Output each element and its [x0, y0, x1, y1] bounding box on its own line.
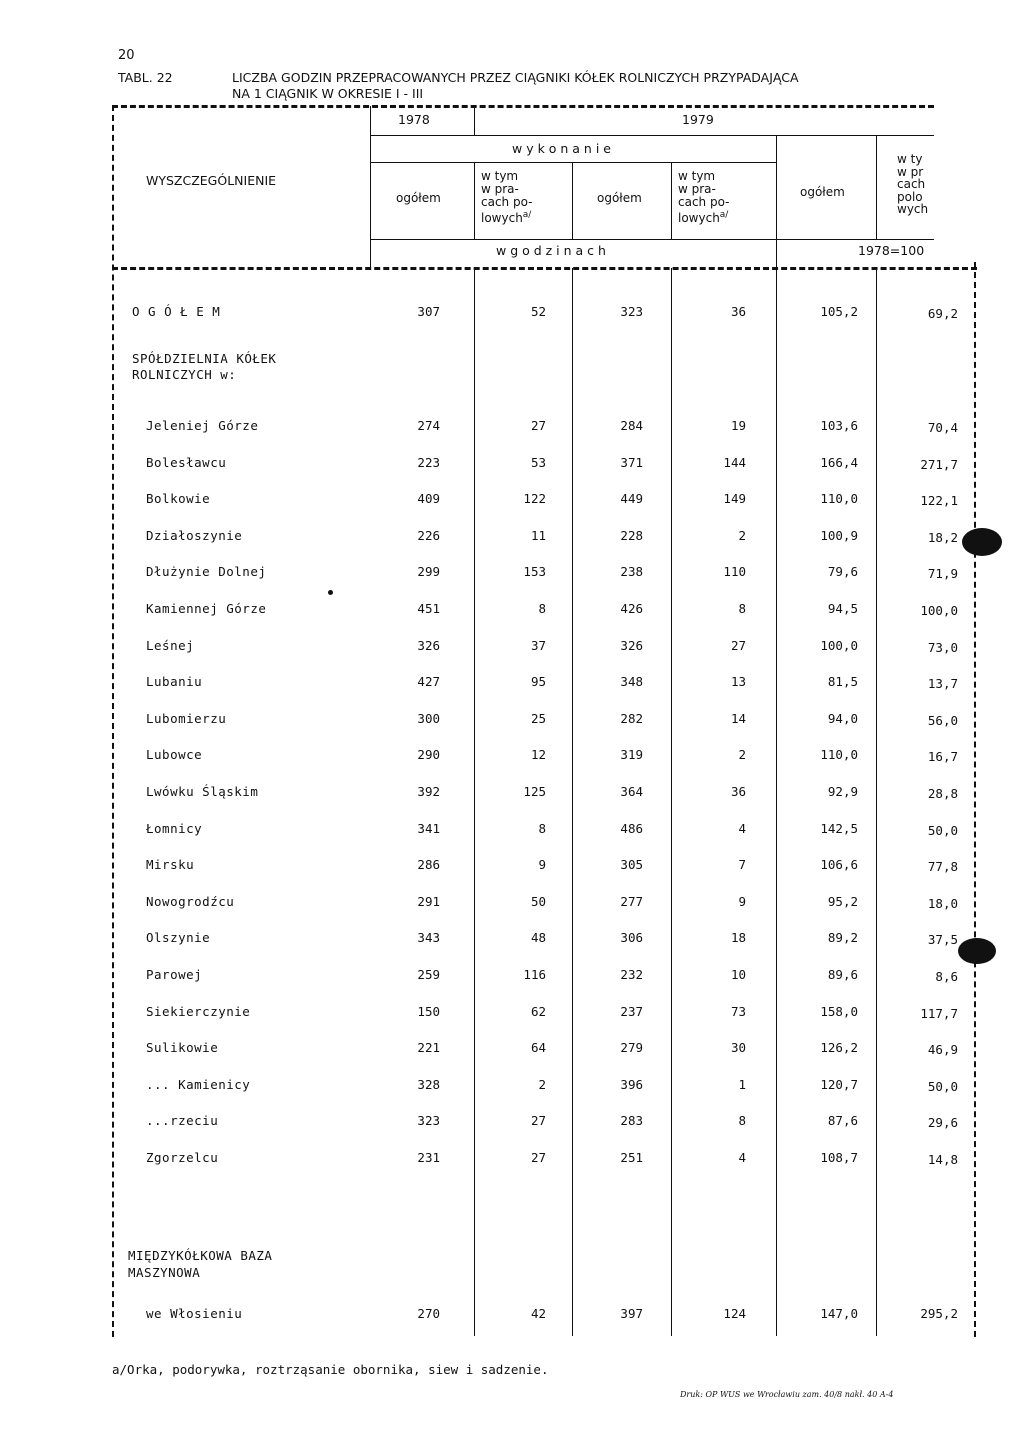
row-cell: 36: [730, 784, 746, 799]
col-1978-field-line1: w tym: [481, 169, 519, 183]
row-cell: 1: [738, 1077, 746, 1092]
row-cell: 142,5: [820, 821, 858, 836]
section-base-line2: MASZYNOWA: [128, 1265, 201, 1280]
row-cell: 364: [620, 784, 643, 799]
row-cell: 9: [738, 894, 746, 909]
last-row-cell: 270: [417, 1306, 440, 1321]
row-cell: 426: [620, 601, 643, 616]
row-cell: 94,5: [827, 601, 858, 616]
row-cell: 30: [730, 1040, 746, 1055]
row-cell: 117,7: [920, 1006, 958, 1021]
row-cell: 371: [620, 455, 643, 470]
row-cell: 392: [417, 784, 440, 799]
total-cell: 105,2: [820, 304, 858, 319]
row-cell: 166,4: [820, 455, 858, 470]
row-cell: 427: [417, 674, 440, 689]
row-label: Lubowce: [146, 747, 203, 762]
row-cell: 8,6: [935, 969, 958, 984]
row-cell: 50,0: [927, 823, 958, 838]
row-cell: 323: [417, 1113, 440, 1128]
scan-blot: [328, 590, 333, 595]
row-label: Leśnej: [146, 638, 195, 653]
row-label: Bolesławcu: [146, 455, 227, 470]
base-year-header: 1978=100: [858, 243, 925, 258]
row-cell: 149: [723, 491, 746, 506]
row-cell: 226: [417, 528, 440, 543]
col-index-field-line4: polo: [897, 189, 923, 204]
year-1979-header: 1979: [682, 112, 714, 127]
row-label: Jeleniej Górze: [146, 418, 259, 433]
table-title-line2: NA 1 CIĄGNIK W OKRESIE I - III: [232, 86, 424, 101]
row-cell: 18,0: [927, 896, 958, 911]
total-cell: 69,2: [927, 306, 958, 321]
row-cell: 71,9: [927, 566, 958, 581]
row-label: Działoszynie: [146, 528, 243, 543]
row-cell: 237: [620, 1004, 643, 1019]
row-cell: 125: [523, 784, 546, 799]
row-cell: 343: [417, 930, 440, 945]
scan-blot: [958, 938, 996, 964]
row-cell: 396: [620, 1077, 643, 1092]
row-cell: 13,7: [927, 676, 958, 691]
col-index-field-line1: w ty: [897, 152, 923, 166]
row-cell: 27: [530, 1113, 546, 1128]
row-cell: 120,7: [820, 1077, 858, 1092]
row-cell: 108,7: [820, 1150, 858, 1165]
col-1979-field-line1: w tym: [678, 169, 716, 183]
row-cell: 53: [530, 455, 546, 470]
row-cell: 27: [730, 638, 746, 653]
row-cell: 37,5: [927, 932, 958, 947]
page-number: 20: [118, 48, 135, 63]
row-cell: 77,8: [927, 859, 958, 874]
col-1979-field-line2: w pra-: [678, 182, 716, 196]
print-note: Druk: OP WUS we Wrocławiu zam. 40/8 nakł. 40 A-4: [680, 1390, 894, 1399]
row-cell: 56,0: [927, 713, 958, 728]
row-cell: 70,4: [927, 420, 958, 435]
row-cell: 100,0: [920, 603, 958, 618]
row-cell: 87,6: [827, 1113, 858, 1128]
row-cell: 48: [530, 930, 546, 945]
col-index-field-line2: w pr: [897, 164, 924, 179]
total-label: O G Ó Ł E M: [132, 304, 221, 319]
row-cell: 158,0: [820, 1004, 858, 1019]
row-cell: 306: [620, 930, 643, 945]
col-1979-field-line3: cach po-: [678, 195, 730, 209]
row-cell: 326: [620, 638, 643, 653]
row-label: Zgorzelcu: [146, 1150, 219, 1165]
row-cell: 451: [417, 601, 440, 616]
row-label: Lwówku Śląskim: [146, 784, 259, 799]
row-cell: 286: [417, 857, 440, 872]
row-cell: 62: [530, 1004, 546, 1019]
row-cell: 221: [417, 1040, 440, 1055]
row-label: Sulikowie: [146, 1040, 219, 1055]
last-row-cell: 397: [620, 1306, 643, 1321]
row-cell: 92,9: [827, 784, 858, 799]
row-cell: 8: [538, 821, 546, 836]
footnote-mark-2: a/: [719, 210, 729, 220]
row-label: Lubomierzu: [146, 711, 227, 726]
row-cell: 95: [530, 674, 546, 689]
footnote-mark: a/: [522, 210, 532, 220]
total-cell: 307: [417, 304, 440, 319]
row-cell: 282: [620, 711, 643, 726]
row-cell: 277: [620, 894, 643, 909]
col-index-field-header: [897, 153, 928, 216]
row-cell: 2: [538, 1077, 546, 1092]
row-label: ...rzeciu: [146, 1113, 219, 1128]
row-cell: 122: [523, 491, 546, 506]
row-cell: 4: [738, 1150, 746, 1165]
row-cell: 228: [620, 528, 643, 543]
row-cell: 16,7: [927, 749, 958, 764]
row-label: Nowogrodźcu: [146, 894, 235, 909]
col-index-field-line3: cach: [897, 177, 926, 191]
row-cell: 73: [730, 1004, 746, 1019]
row-cell: 126,2: [820, 1040, 858, 1055]
row-cell: 290: [417, 747, 440, 762]
row-cell: 8: [738, 601, 746, 616]
row-cell: 284: [620, 418, 643, 433]
row-label: Dłużynie Dolnej: [146, 564, 267, 579]
row-cell: 8: [738, 1113, 746, 1128]
row-cell: 89,6: [827, 967, 858, 982]
row-cell: 4: [738, 821, 746, 836]
col-1979-total-header: ogółem: [597, 191, 642, 205]
row-label: Mirsku: [146, 857, 195, 872]
row-cell: 319: [620, 747, 643, 762]
row-cell: 348: [620, 674, 643, 689]
section-cooperatives-line2: ROLNICZYCH w:: [132, 367, 237, 382]
last-row-cell: 295,2: [920, 1306, 958, 1321]
row-cell: 2: [738, 747, 746, 762]
scan-blot: [962, 528, 1002, 556]
row-cell: 79,6: [827, 564, 858, 579]
row-cell: 110,0: [820, 747, 858, 762]
row-cell: 110,0: [820, 491, 858, 506]
row-cell: 328: [417, 1077, 440, 1092]
row-cell: 19: [730, 418, 746, 433]
col-1979-field-line4: lowych: [678, 211, 720, 225]
row-cell: 144: [723, 455, 746, 470]
row-cell: 259: [417, 967, 440, 982]
year-1978-header: 1978: [398, 112, 430, 127]
row-cell: 94,0: [827, 711, 858, 726]
unit-header: w g o d z i n a c h: [496, 243, 606, 258]
row-label: Siekierczynie: [146, 1004, 251, 1019]
row-cell: 2: [738, 528, 746, 543]
row-cell: 153: [523, 564, 546, 579]
row-cell: 14,8: [927, 1152, 958, 1167]
row-cell: 50: [530, 894, 546, 909]
row-cell: 95,2: [827, 894, 858, 909]
total-cell: 36: [730, 304, 746, 319]
row-cell: 12: [530, 747, 546, 762]
row-label: Lubaniu: [146, 674, 203, 689]
row-cell: 27: [530, 1150, 546, 1165]
row-label: Bolkowie: [146, 491, 211, 506]
row-cell: 486: [620, 821, 643, 836]
row-cell: 103,6: [820, 418, 858, 433]
row-cell: 18: [730, 930, 746, 945]
row-cell: 89,2: [827, 930, 858, 945]
col-1978-field-header: [481, 170, 532, 225]
last-row-cell: 42: [530, 1306, 546, 1321]
row-cell: 29,6: [927, 1115, 958, 1130]
row-cell: 299: [417, 564, 440, 579]
row-cell: 18,2: [927, 530, 958, 545]
row-label: Parowej: [146, 967, 203, 982]
row-cell: 409: [417, 491, 440, 506]
last-row-label: we Włosieniu: [146, 1306, 243, 1321]
row-cell: 27: [530, 418, 546, 433]
row-cell: 50,0: [927, 1079, 958, 1094]
last-row-cell: 124: [723, 1306, 746, 1321]
row-cell: 81,5: [827, 674, 858, 689]
row-cell: 106,6: [820, 857, 858, 872]
row-cell: 25: [530, 711, 546, 726]
last-row-cell: 147,0: [820, 1306, 858, 1321]
row-cell: 223: [417, 455, 440, 470]
row-cell: 326: [417, 638, 440, 653]
row-cell: 449: [620, 491, 643, 506]
wykonanie-header: w y k o n a n i e: [512, 141, 611, 156]
row-cell: 238: [620, 564, 643, 579]
row-cell: 11: [530, 528, 546, 543]
section-cooperatives-line1: SPÓŁDZIELNIA KÓŁEK: [132, 351, 277, 366]
row-cell: 341: [417, 821, 440, 836]
row-cell: 232: [620, 967, 643, 982]
row-cell: 150: [417, 1004, 440, 1019]
row-label: Kamiennej Górze: [146, 601, 267, 616]
table-title-line1: LICZBA GODZIN PRZEPRACOWANYCH PRZEZ CIĄGNIKI KÓŁEK ROLNICZYCH PRZYPADAJĄCA: [232, 70, 799, 85]
row-cell: 8: [538, 601, 546, 616]
stub-header: WYSZCZEGÓLNIENIE: [146, 173, 277, 188]
row-cell: 274: [417, 418, 440, 433]
row-cell: 7: [738, 857, 746, 872]
row-cell: 231: [417, 1150, 440, 1165]
row-cell: 283: [620, 1113, 643, 1128]
row-cell: 116: [523, 967, 546, 982]
row-cell: 37: [530, 638, 546, 653]
row-cell: 251: [620, 1150, 643, 1165]
total-cell: 52: [530, 304, 546, 319]
row-cell: 73,0: [927, 640, 958, 655]
row-cell: 64: [530, 1040, 546, 1055]
row-cell: 122,1: [920, 493, 958, 508]
col-1978-field-line2: w pra-: [481, 182, 519, 196]
row-cell: 100,9: [820, 528, 858, 543]
row-cell: 300: [417, 711, 440, 726]
row-label: Olszynie: [146, 930, 211, 945]
row-cell: 46,9: [927, 1042, 958, 1057]
row-label: ... Kamienicy: [146, 1077, 251, 1092]
row-cell: 271,7: [920, 457, 958, 472]
row-cell: 279: [620, 1040, 643, 1055]
row-cell: 28,8: [927, 786, 958, 801]
col-1979-field-header: [678, 170, 729, 225]
row-cell: 100,0: [820, 638, 858, 653]
table-id: TABL. 22: [118, 70, 173, 85]
col-1978-total-header: ogółem: [396, 191, 441, 205]
row-cell: 14: [730, 711, 746, 726]
footnote: a/Orka, podorywka, roztrząsanie obornika, siew i sadzenie.: [112, 1362, 549, 1377]
col-1978-field-line3: cach po-: [481, 195, 533, 209]
total-cell: 323: [620, 304, 643, 319]
row-cell: 13: [730, 674, 746, 689]
col-index-field-line5: wych: [897, 202, 929, 216]
row-cell: 291: [417, 894, 440, 909]
row-cell: 110: [723, 564, 746, 579]
col-index-total-header: ogółem: [800, 185, 845, 199]
row-label: Łomnicy: [146, 821, 203, 836]
row-cell: 9: [538, 857, 546, 872]
row-cell: 305: [620, 857, 643, 872]
col-1978-field-line4: lowych: [481, 211, 523, 225]
row-cell: 10: [730, 967, 746, 982]
section-base-line1: MIĘDZYKÓŁKOWA BAZA: [128, 1248, 273, 1263]
